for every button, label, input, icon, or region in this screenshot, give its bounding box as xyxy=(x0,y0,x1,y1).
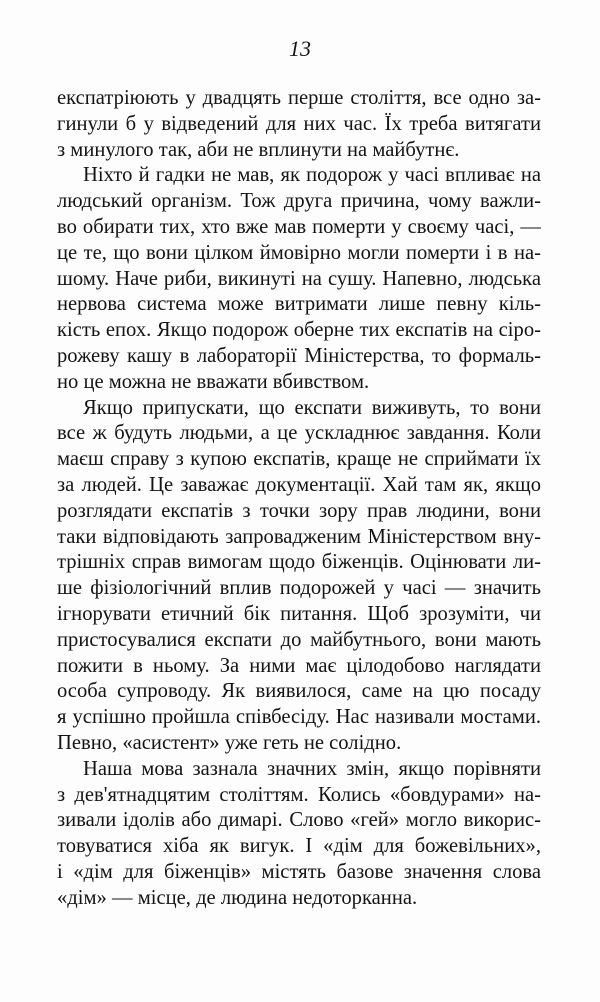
text-line: особа супроводу. Як виявилося, саме на цю посаду xyxy=(57,680,541,703)
paragraph xyxy=(57,163,541,395)
text-line: зивали ідолів або димарі. Слово «гей» могло викорис- xyxy=(57,809,541,832)
text-line: Певно, «асистент» уже геть не солідно. xyxy=(57,731,402,754)
text-line: Наша мова зазнала значних змін, якщо порівняти xyxy=(83,757,541,780)
text-line: ігнорувати етичний бік питання. Щоб зрозуміти, чи xyxy=(57,602,541,625)
text-line: таки відповідають запровадженим Міністерством вну- xyxy=(57,525,541,548)
text-line: і «дім для біженців» містять базове значення слова xyxy=(57,860,541,883)
text-line: пожити в ньому. За ними має цілодобово наглядати xyxy=(57,654,541,677)
text-line: «дім» — місце, де людина недоторканна. xyxy=(57,886,418,909)
text-line: за людей. Це заважає документації. Хай там як, якщо xyxy=(57,473,541,496)
paragraph xyxy=(57,396,541,757)
text-line: во обирати тих, хто вже мав померти у своєму часі, — xyxy=(57,215,541,238)
paragraph xyxy=(57,757,541,912)
text-line: трішніх справ вимогам щодо біженців. Оцінювати ли- xyxy=(57,551,541,574)
text-line: гинули б у відведений для них час. Їх треба витягати xyxy=(57,112,541,135)
text-line: товуватися хіба як вигук. І «дім для божевільних», xyxy=(57,835,541,858)
paragraph xyxy=(57,86,541,163)
text-line: маєш справу з купою експатів, краще не сприймати їх xyxy=(57,448,541,471)
text-line: ше фізіологічний вплив подорожей у часі — значить xyxy=(57,577,541,600)
text-line: експатріюють у двадцять перше століття, все одно за- xyxy=(57,87,541,109)
text-line: Якщо припускати, що експати виживуть, то вони xyxy=(83,396,541,419)
text-line: я успішно пройшла співбесіду. Нас називали мостами. xyxy=(57,706,541,729)
text-line: людський організм. Тож друга причина, чому важли- xyxy=(57,190,541,213)
text-line: нервова система може витримати лише певну кіль- xyxy=(57,293,541,316)
text-line: рожеву кашу в лабораторії Міністерства, то формаль- xyxy=(57,344,541,367)
text-line: кість епох. Якщо подорож оберне тих експатів на сіро- xyxy=(57,319,541,342)
text-line: шому. Наче риби, викинуті на сушу. Напевно, людська xyxy=(57,267,541,290)
text-line: Ніхто й гадки не мав, як подорож у часі впливає на xyxy=(83,164,541,187)
text-line: пристосувалися експати до майбутнього, вони мають xyxy=(57,628,541,651)
text-line: но це можна не вважати вбивством. xyxy=(57,370,370,393)
text-line: з дев'ятнадцятим століттям. Колись «бовдурами» на- xyxy=(57,783,541,806)
text-line: розглядати експатів з точки зору прав людини, вони xyxy=(57,499,541,522)
text-line: з минулого так, аби не вплинути на майбутнє. xyxy=(57,138,460,161)
text-line: все ж будуть людьми, а це ускладнює завдання. Коли xyxy=(57,422,541,445)
text-line: це те, що вони цілком ймовірно могли померти і в на- xyxy=(57,241,541,264)
page-number: 13 xyxy=(289,36,311,61)
body-text xyxy=(57,86,541,912)
